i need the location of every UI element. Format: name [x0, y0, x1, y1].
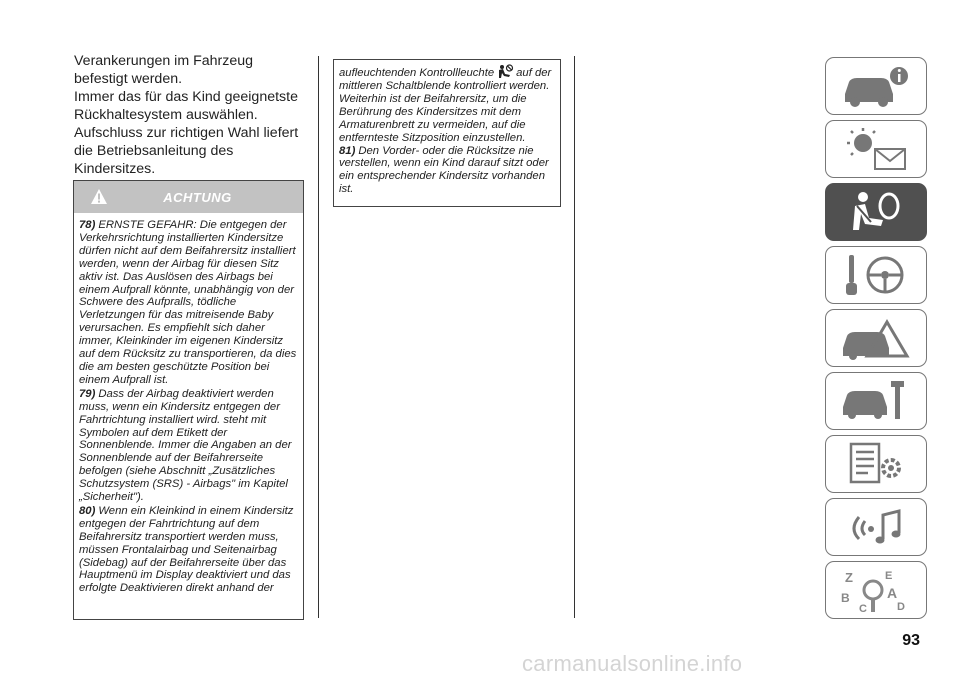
airbag-off-icon — [496, 64, 514, 80]
car-maintenance-icon — [837, 377, 915, 425]
svg-text:A: A — [887, 585, 898, 601]
svg-text:D: D — [897, 601, 905, 613]
tab-maintenance[interactable] — [825, 372, 927, 430]
watermark: carmanualsonline.info — [522, 651, 743, 676]
warning-box — [73, 180, 304, 620]
intro-text — [74, 52, 310, 178]
index-search-icon — [837, 566, 915, 614]
tab-multimedia[interactable] — [825, 498, 927, 556]
warning-item — [79, 505, 299, 595]
intro-paragraph: Verankerungen im Fahrzeug befestigt werden. — [74, 53, 254, 87]
intro-paragraph: Aufschluss zur richtigen Wahl liefert die Betriebsanleitung des Kindersitzes. — [74, 125, 299, 177]
tab-index[interactable] — [825, 561, 927, 619]
svg-text:E: E — [885, 570, 893, 582]
continuation-item — [339, 145, 555, 197]
item-text: Dass der Airbag deaktiviert werden muss, wenn ein Kindersitz entgegen der Fahrtrichtung installiert wird. steht mit Symbolen auf dem Etikett der Sonnenblende. Immer die Angaben an der Sonnenblende auf der Beifahrerseite befolgen (siehe Abschnitt „Zusätzliches Schutzsystem (SRS) - Airbags" im Kapitel „Sicherheit"). — [79, 387, 292, 504]
multimedia-icon — [837, 503, 915, 551]
column-divider — [318, 56, 319, 618]
car-info-icon — [837, 62, 915, 110]
key-steering-wheel-icon — [837, 251, 915, 299]
item-number: 80) — [79, 504, 96, 517]
tab-car-info[interactable] — [825, 57, 927, 115]
svg-text:C: C — [859, 603, 867, 614]
warning-body — [74, 213, 303, 595]
tab-safety[interactable] — [825, 183, 927, 241]
continuation-paragraph — [339, 64, 555, 145]
warning-continuation-box — [333, 59, 561, 207]
car-emergency-icon — [837, 314, 915, 362]
tab-starting-driving[interactable] — [825, 246, 927, 304]
svg-text:B: B — [841, 591, 850, 605]
column-divider — [574, 56, 575, 618]
continuation-text: aufleuchtenden Kontrollleuchte — [339, 67, 495, 79]
tab-warning-lights[interactable] — [825, 120, 927, 178]
svg-text:Z: Z — [845, 570, 853, 585]
tab-specifications[interactable] — [825, 435, 927, 493]
warning-item — [79, 219, 299, 387]
item-number: 78) — [79, 219, 96, 231]
item-number: 79) — [79, 387, 96, 400]
warning-header — [74, 181, 303, 213]
continuation-text: auf der mittleren Schaltblende kontrolliert werden. Weiterhin ist der Beifahrersitz, um die Berührung des Kindersitzes mit dem Armaturenbrett zu vermeiden, auf die entfernteste Sitzposition einzustellen. — [339, 67, 552, 144]
page-number: 93 — [902, 632, 920, 649]
seat-airbag-icon — [837, 188, 915, 236]
specifications-gear-icon — [837, 440, 915, 488]
item-number: 81) — [339, 144, 356, 157]
item-text: Den Vorder- oder die Rücksitze nie verstellen, wenn ein Kind darauf sitzt oder ein entsprechender Kindersitz vorhanden ist. — [339, 144, 549, 196]
warning-light-message-icon — [837, 125, 915, 173]
warning-title: ACHTUNG — [163, 189, 232, 205]
intro-paragraph: Immer das für das Kind geeignetste Rückhaltesystem auswählen. — [74, 89, 298, 123]
warning-triangle-icon — [90, 188, 108, 205]
item-text: Wenn ein Kleinkind in einem Kindersitz entgegen der Fahrtrichtung auf dem Beifahrersitz transportiert werden muss, müssen Frontalairbag und Seitenairbag (Sidebag) auf der Beifahrerseite über das Hauptmenü im Display deaktiviert und das erfolgte Deaktivieren direkt anhand der — [79, 504, 294, 595]
warning-item — [79, 388, 299, 504]
item-text: ERNSTE GEFAHR: Die entgegen der Verkehrsrichtung installierten Kindersitze dürfen nicht auf dem Beifahrersitz installiert werden, wenn der Airbag für diesen Sitz aktiv ist. Das Auslösen des Airbags bei einem Aufprall könnte, unabhängig von der Schwere des Aufpralls, tödliche Verletzungen für das mitreisende Baby verursachen. Es empfiehlt sich daher immer, Kleinkinder im eigenen Kindersitz auf dem Rücksitz zu transportieren, da dies die am besten geschützte Position bei einem Aufprall ist. — [79, 219, 297, 386]
tab-emergency[interactable] — [825, 309, 927, 367]
